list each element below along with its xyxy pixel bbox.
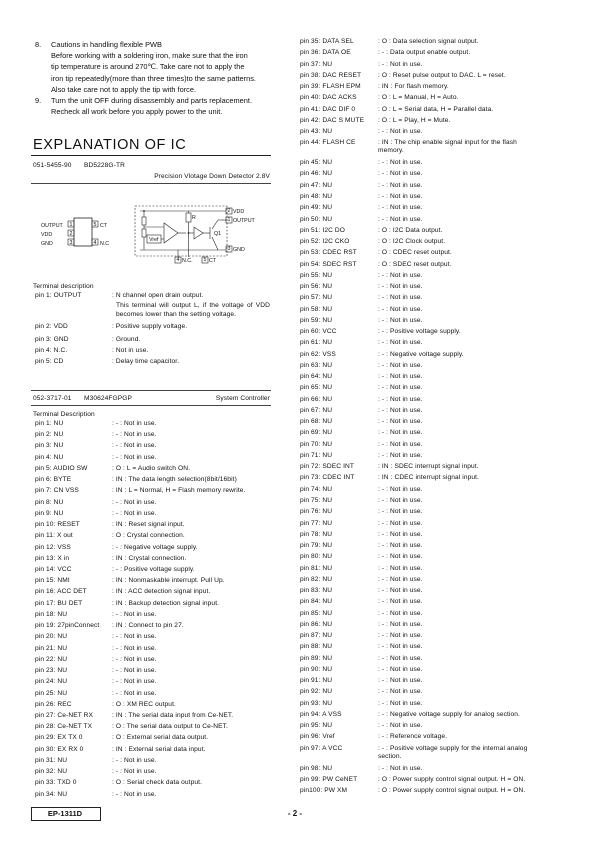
pin-description: : - : Negative voltage supply.	[112, 543, 198, 551]
blk-label-output: OUTPUT	[233, 218, 255, 224]
pin-description: : - : Not in use.	[112, 431, 157, 439]
pin-name: pin 26: REC	[35, 700, 72, 708]
pin-name: pin 64: NU	[300, 373, 333, 381]
pin-name: pin 48: NU	[300, 192, 333, 200]
pin-name: pin 47: NU	[300, 181, 333, 189]
pin-description: : IN : CDEC interrupt signal input.	[378, 474, 479, 482]
pin-description: : - : Not in use.	[378, 305, 423, 313]
pin-description: : - : Not in use.	[112, 420, 157, 427]
pin-name: pin 33: TXD 0	[35, 779, 77, 787]
pin-name: pin 55: NU	[300, 271, 333, 279]
pin-description: : - : Not in use.	[112, 756, 157, 764]
pin-name: pin 70: NU	[300, 440, 333, 448]
pin-name: pin 75: NU	[300, 497, 333, 504]
pin-name: pin 18: NU	[35, 610, 68, 618]
blk-num-5: 5	[203, 257, 207, 263]
pin-name: pin 34: NU	[35, 790, 68, 798]
pin-name: pin 73: CDEC INT	[300, 474, 355, 482]
pin-description: : O : Reset pulse output to DAC. L = reset.	[378, 71, 506, 79]
pin-name: pin 59: NU	[300, 316, 333, 324]
pin-description: : O : XM REC output.	[112, 700, 176, 708]
pin-description: : - : Not in use.	[112, 633, 157, 641]
pin-description: : - : Not in use.	[112, 509, 157, 517]
pin-name: pin 21: NU	[35, 644, 68, 652]
pin-name: pin 22: NU	[35, 655, 68, 663]
pin-name: pin 97: A VCC	[300, 744, 343, 752]
pin-description: : IN : ACC detection signal input.	[112, 588, 211, 596]
comparator-symbol	[164, 223, 178, 243]
ic2-rule	[31, 405, 271, 406]
pin-name: pin 8: NU	[35, 498, 64, 506]
pin-name: pin 58: NU	[300, 305, 333, 313]
pin-name: pin 10: RESET	[35, 521, 80, 529]
pin-name: pin 63: NU	[300, 361, 333, 369]
pin-description: : - : Not in use.	[378, 677, 423, 685]
pin-name: pin 67: NU	[300, 406, 333, 414]
pin-description: : IN : Backup detection signal input.	[112, 599, 220, 607]
pin-name: pin 95: NU	[300, 722, 333, 730]
pin-name: pin 82: NU	[300, 575, 333, 583]
pin-name: pin 44: FLASH CE	[300, 139, 356, 147]
pin-name: pin 53: CDEC RST	[300, 249, 357, 257]
pin-name: pin 89: NU	[300, 654, 333, 662]
pin-description: : - : Not in use.	[378, 294, 423, 302]
pin-description: : - : Not in use.	[378, 215, 423, 223]
pin-description: : - : Not in use.	[112, 453, 157, 461]
pkg-label-nc: N.C	[100, 241, 110, 247]
pin-name: pin 11: X out	[35, 532, 73, 540]
pin-description: : - : Not in use.	[112, 678, 157, 686]
pin-name: pin 52: I2C CKO	[300, 238, 350, 246]
pin-description: : O : CDEC reset output.	[378, 249, 452, 257]
pin-name: pin 19: 27pinConnect	[35, 622, 100, 630]
pin-name: pin 50: NU	[300, 215, 333, 223]
pin-description: : - : Positive voltage supply.	[378, 328, 461, 336]
footer-model: EP-1311D	[47, 809, 83, 818]
pin-description: : - : Not in use.	[378, 575, 423, 583]
pin-name: pin 71: NU	[300, 451, 333, 459]
pin-name: pin 3: NU	[35, 442, 64, 450]
pin-description: : - : Not in use.	[112, 655, 157, 663]
pin-description: : - : Not in use.	[378, 643, 423, 651]
pin-name: pin 91: NU	[300, 677, 333, 685]
pin-name: pin 68: NU	[300, 418, 333, 426]
junction-dot	[188, 232, 190, 234]
pin-description: : - : Not in use.	[378, 316, 423, 324]
pin-name: pin 86: NU	[300, 620, 333, 628]
ic1-term-desc: : Not in use.	[112, 347, 149, 354]
pin-description: : - : Not in use.	[378, 485, 423, 493]
pin-description: : - : Reference voltage.	[378, 733, 448, 741]
pin-name: pin 7: CN VSS	[35, 487, 79, 495]
pin-description: : - : Negative voltage supply.	[378, 350, 464, 358]
pin-description: : O : External serial data output.	[112, 734, 209, 742]
pin-name: pin 2: NU	[35, 431, 64, 439]
pkg-num-3: 3	[69, 240, 73, 246]
pkg-label-output: OUTPUT	[41, 223, 63, 229]
pin-description: : - : Not in use.	[112, 644, 157, 652]
pin-description: : - : Not in use.	[378, 204, 423, 212]
pin-description: : - : Not in use.	[378, 395, 423, 403]
pin-description: : - : Not in use.	[378, 283, 423, 291]
pin-description: : - : Not in use.	[378, 665, 423, 673]
pin-description: : O : L = Manual, H = Auto.	[378, 94, 459, 102]
pin-description: : O : Power supply control signal output. H = ON.	[378, 775, 526, 783]
pin-description: : - : Not in use.	[378, 429, 423, 437]
ic1-description: Precision Vlotage Down Detector 2.8V	[154, 173, 270, 180]
pin-description: : - : Not in use.	[378, 542, 423, 550]
pin-description: : O : L = Serial data, H = Parallel data.	[378, 105, 494, 113]
pin-name: pin 20: NU	[35, 633, 68, 641]
pin-description: : - : Not in use.	[378, 620, 423, 628]
pin-description: : IN : The serial data input from Ce-NET.	[112, 711, 234, 719]
pin-description: : - : Not in use.	[378, 440, 423, 448]
ic1-term-desc: : N channel open drain output.	[112, 292, 204, 299]
pin-name: pin 62: VSS	[300, 350, 336, 358]
pin-name: pin 46: NU	[300, 170, 333, 178]
pin-description: : - : Not in use.	[378, 128, 423, 136]
ic1-term-pin: pin 5: CD	[35, 358, 64, 365]
caution-line: Before working with a soldering iron, make sure that the iron	[51, 51, 248, 60]
pin-name: pin 92: NU	[300, 688, 333, 696]
pin-name: pin 6: BYTE	[35, 476, 72, 484]
pin-name: pin 74: NU	[300, 485, 333, 493]
blk-label-gnd: GND	[233, 247, 245, 253]
pin-description: : O : The serial data output to Ce-NET.	[112, 723, 228, 731]
pin-name: pin 30: EX RX 0	[35, 745, 84, 753]
ic2-rule-top	[31, 390, 271, 391]
pin-description: : - : Not in use.	[378, 564, 423, 572]
pin-name: pin 61: NU	[300, 339, 333, 347]
ic1-rule	[31, 183, 271, 184]
pin-name: pin 42: DAC S MUTE	[300, 116, 365, 124]
pkg-num-1: 1	[69, 222, 73, 228]
blk-label-ct: CT	[209, 258, 217, 264]
pin-description: : - : Not in use.	[378, 609, 423, 617]
pin-name: pin 13: X in	[35, 554, 70, 562]
pin-description: : - : Not in use.	[378, 497, 423, 504]
pin-description: : IN : SDEC interrupt signal input.	[378, 463, 479, 471]
pin-name: pin 78: NU	[300, 530, 333, 538]
caution-number: 8.	[35, 40, 42, 49]
pin-name: pin 41: DAC DIF 0	[300, 105, 356, 113]
blk-num-4: 4	[176, 257, 180, 263]
pin-name: pin 85: NU	[300, 609, 333, 617]
ic2-part-number: 052-3717-01	[33, 395, 72, 402]
ic1-block-diagram	[130, 203, 265, 265]
pin-name: pin 14: VCC	[35, 565, 72, 573]
pin-description: : - : Not in use.	[112, 768, 157, 776]
pin-description: : - : Not in use.	[378, 722, 423, 730]
pin-description: : - : Not in use.	[378, 373, 423, 381]
pin-name: pin 28: Ce-NET TX	[35, 723, 93, 731]
pin-description: : IN : Connect to pin 27.	[112, 622, 184, 630]
pkg-num-4: 4	[93, 240, 97, 246]
blk-label-r: R	[192, 215, 196, 221]
pin-name: pin100: PW XM	[300, 787, 348, 795]
blk-num-3: 3	[227, 246, 231, 252]
pin-name: pin 81: NU	[300, 564, 333, 572]
caution-line: Also take care not to apply the tip with force.	[51, 84, 197, 94]
pkg-label-gnd: GND	[41, 241, 53, 247]
pin-description: : - : Not in use.	[378, 587, 423, 595]
pin-description: : - : Not in use.	[112, 610, 157, 618]
pin-name: pin 24: NU	[35, 678, 68, 686]
pin-description: : - : Not in use.	[378, 632, 423, 640]
pin-description: : - : Not in use.	[378, 764, 423, 772]
ic2-model: M30624FGPGP	[84, 395, 133, 402]
pin-description: : IN : Reset signal input.	[112, 521, 185, 529]
pin-name: pin 15: NMI	[35, 577, 70, 585]
page-number: - 2 -	[287, 809, 303, 818]
caution-number: 9.	[35, 95, 42, 105]
pin-name: pin 27: Ce-NET RX	[35, 711, 94, 719]
pin-description: : - : Not in use.	[378, 519, 423, 527]
pin-name: pin 35: DATA SEL	[300, 38, 354, 45]
ic1-term-desc: : Positive supply voltage.	[112, 323, 188, 330]
pkg-num-5: 5	[93, 222, 97, 228]
pin-name: pin 17: BU DET	[35, 599, 83, 607]
pin-name: pin 38: DAC RESET	[300, 71, 362, 79]
pin-name: pin 72: SDEC INT	[300, 463, 355, 471]
pin-name: pin 43: NU	[300, 128, 333, 136]
pin-description: : O : Serial check data output.	[112, 779, 202, 787]
pkg-num-2: 2	[69, 231, 73, 237]
pin-description: : - : Negative voltage supply for analog section.	[378, 710, 520, 718]
pin-description: : - : Not in use.	[378, 159, 423, 167]
pin-name: pin 37: NU	[300, 60, 333, 68]
pin-name: pin 40: DAC ACKS	[300, 94, 357, 102]
ic1-model: BD5228G-TR	[84, 162, 125, 169]
ic1-term-pin: pin 1: OUTPUT	[35, 292, 82, 299]
pin-name: pin 32: NU	[35, 768, 68, 776]
pin-description: : IN : The chip enable signal input for the flash memory.	[378, 139, 517, 155]
pin-description: : - : Data output enable output.	[378, 49, 471, 57]
pin-description: : - : Not in use.	[112, 667, 157, 675]
pin-description: : IN : The data length selection(8bit/16bit)	[112, 476, 237, 484]
caution-line: Turn the unit OFF during disassembly and parts replacement.	[51, 95, 253, 105]
divider-resistor-bottom	[142, 229, 146, 237]
ic2-description: System Controller	[215, 395, 270, 402]
pin-name: pin 49: NU	[300, 204, 333, 212]
blk-label-vref: Vref	[149, 237, 159, 243]
pin-name: pin 5: AUDIO SW	[35, 464, 88, 472]
pin-description: : - : Not in use.	[112, 442, 157, 450]
pin-description: : - : Not in use.	[378, 688, 423, 696]
pin-name: pin 79: NU	[300, 542, 333, 550]
pin-description: : - : Not in use.	[378, 361, 423, 369]
pin-name: pin 56: NU	[300, 283, 333, 291]
ic1-term-pin: pin 2: VDD	[35, 323, 68, 330]
blk-num-1: 1	[227, 217, 231, 223]
pin-description: : - : Not in use.	[378, 553, 423, 561]
pin-name: pin 45: NU	[300, 159, 333, 167]
pin-name: pin 39: FLASH EPM	[300, 83, 361, 91]
blk-label-vdd: VDD	[233, 209, 245, 215]
pin-name: pin 84: NU	[300, 598, 333, 606]
pin-description: : IN : For flash memory.	[378, 83, 449, 91]
pkg-label-vdd: VDD	[41, 232, 53, 238]
pin-description: : - : Not in use.	[378, 699, 423, 707]
ic1-term-pin: pin 4: N.C.	[35, 347, 68, 354]
pin-name: pin 23: NU	[35, 667, 68, 675]
pin-name: pin 99: PW CeNET	[300, 775, 358, 783]
pin-name: pin 4: NU	[35, 453, 64, 461]
pin-name: pin 12: VSS	[35, 543, 71, 551]
pin-description: : - : Not in use.	[112, 790, 157, 798]
pullup-resistor	[186, 213, 191, 222]
buffer-symbol	[194, 227, 203, 239]
pin-description: : - : Not in use.	[112, 498, 157, 506]
pin-description: : - : Not in use.	[378, 192, 423, 200]
pin-description: : - : Not in use.	[378, 451, 423, 459]
pin-description: : O : Crystal connection.	[112, 532, 185, 540]
pin-name: pin 98: NU	[300, 764, 333, 772]
pin-name: pin 77: NU	[300, 519, 333, 527]
pin-name: pin 93: NU	[300, 699, 333, 707]
pin-description: : - : Not in use.	[112, 689, 157, 697]
pin-name: pin 29: EX TX 0	[35, 734, 83, 742]
package-body	[74, 218, 92, 246]
junction-dot	[143, 210, 145, 212]
pin-name: pin 60: VCC	[300, 328, 337, 336]
pin-name: pin 25: NU	[35, 689, 68, 697]
section-title: EXPLANATION OF IC	[33, 137, 187, 153]
pin-description: : - : Not in use.	[378, 339, 423, 347]
pkg-label-ct: CT	[100, 223, 108, 229]
ic2-terminal-heading: Terminal Description	[33, 411, 95, 418]
pin-description: : - : Not in use.	[378, 530, 423, 538]
pin-name: pin 66: NU	[300, 395, 333, 403]
pin-name: pin 9: NU	[35, 509, 64, 517]
pin-name: pin 80: NU	[300, 553, 333, 561]
ic1-term-detail: This terminal will output L, if the voltage of VDD becomes lower than the setting voltage.	[116, 302, 270, 318]
pin-description: : - : Positive voltage supply.	[112, 565, 195, 573]
pin-name: pin 16: ACC DET	[35, 588, 87, 596]
ic1-term-desc: : Delay time capacitor.	[112, 358, 180, 365]
pin-name: pin 1: NU	[35, 420, 64, 427]
caution-line: Cautions in handling flexible PWB	[51, 40, 162, 49]
pin-description: : O : Data selection signal output.	[378, 38, 479, 45]
pin-description: : O : L = Audio switch ON.	[112, 464, 191, 472]
pin-name: pin 83: NU	[300, 587, 333, 595]
pin-description: : O : I2C Data output.	[378, 226, 443, 234]
pin-description: : - : Positive voltage supply for the internal analog section.	[378, 744, 528, 760]
pin-name: pin 65: NU	[300, 384, 333, 392]
blk-num-2: 2	[227, 208, 231, 214]
pin-name: pin 36: DATA OE	[300, 49, 351, 57]
pin-name: pin 90: NU	[300, 665, 333, 673]
pin-name: pin 88: NU	[300, 643, 333, 651]
pin-description: : IN : Crystal connection.	[112, 554, 187, 562]
caution-line: Recheck all work before you apply power to the unit.	[51, 106, 223, 116]
ic1-terminal-heading: Terminal description	[33, 283, 94, 290]
pin-description: : - : Not in use.	[378, 384, 423, 392]
pin-description: : - : Not in use.	[378, 508, 423, 516]
pin-description: : - : Not in use.	[378, 418, 423, 426]
pin-description: : - : Not in use.	[378, 181, 423, 189]
pin-name: pin 69: NU	[300, 429, 333, 437]
pin-description: : IN : External serial data input.	[112, 745, 206, 753]
pin-name: pin 51: I2C DO	[300, 226, 346, 234]
pin-name: pin 96: Vref	[300, 733, 335, 741]
pin-name: pin 87: NU	[300, 632, 333, 640]
pin-description: : - : Not in use.	[378, 406, 423, 414]
pin-name: pin 94: A VSS	[300, 710, 342, 718]
pin-description: : O : SDEC reset output.	[378, 260, 452, 268]
pin-name: pin 57: NU	[300, 294, 333, 302]
ic1-part-number: 051-5455-90	[33, 162, 72, 169]
ic1-term-pin: pin 3: GND	[35, 336, 69, 343]
blk-label-nc: N.C.	[182, 258, 193, 264]
pin-name: pin 54: SDEC RST	[300, 260, 357, 268]
pin-description: : O : Power supply control signal output. H = ON.	[378, 787, 526, 795]
pin-description: : IN : L = Normal, H = Flash memory rewrite.	[112, 487, 246, 495]
ic1-term-desc: : Ground.	[112, 336, 141, 343]
caution-line: iron tip repeatedly(more than three times)to the same patterns.	[51, 73, 256, 83]
pin-description: : O : L = Play, H = Mute.	[378, 116, 451, 124]
pin-description: : - : Not in use.	[378, 654, 423, 662]
pin-description: : O : I2C Clock output.	[378, 238, 446, 246]
blk-label-q1: Q1	[214, 231, 222, 237]
transistor-emitter	[212, 237, 218, 250]
title-underline	[31, 155, 271, 156]
pin-description: : - : Not in use.	[378, 271, 423, 279]
transistor-collector	[212, 220, 218, 229]
caution-line: tip temperature is around 270℃. Take care not to apply the	[51, 62, 245, 71]
pin-name: pin 31: NU	[35, 756, 68, 764]
pin-description: : - : Not in use.	[378, 598, 423, 606]
pin-name: pin 76: NU	[300, 508, 333, 516]
pin-description: : IN : Nonmaskable interrupt. Pull Up.	[112, 577, 225, 585]
pin-description: : - : Not in use.	[378, 170, 423, 178]
pin-description: : - : Not in use.	[378, 60, 423, 68]
divider-resistor-top	[142, 217, 146, 225]
